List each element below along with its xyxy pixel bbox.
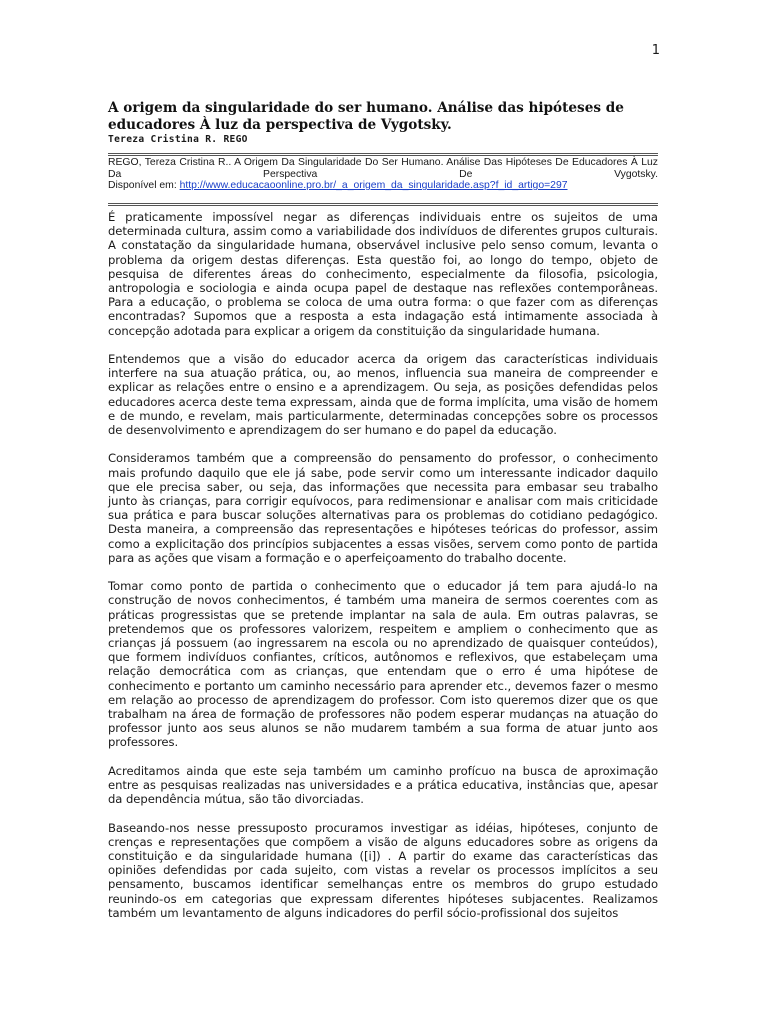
citation-link[interactable]: http://www.educacaoonline.pro.br/_a_origem_da_singularidade.asp?f_id_artigo=297 bbox=[179, 180, 568, 192]
citation-reference: REGO, Tereza Cristina R.. A Origem Da Singularidade Do Ser Humano. Análise Das Hipóteses De Educadores À Luz Da Perspectiva De Vygotsky. bbox=[108, 157, 658, 180]
paragraph: Tomar como ponto de partida o conhecimento que o educador já tem para ajudá-lo na construção de novos conhecimentos, é também uma maneira de sermos coerentes com as práticas progressistas que se pretende implantar na sala de aula. Em outras palavras, se pretendemos que os professores valorizem, respeitem e ampliem o conhecimento que as crianças já possuem (ao ingressarem na escola ou no aprendizado de quaisquer conteúdos), que formem indivíduos confiantes, críticos, autônomos e reflexivos, que estabeleçam uma relação democrática com as crianças, que entendam que o erro é uma hipótese de conhecimento e portanto um caminho necessário para aprender etc., devemos fazer o mesmo em relação ao processo de aprendizagem do professor. Com isto queremos dizer que os que trabalham na área de formação de professores não podem esperar mudanças na atuação do professor junto aos seus alunos se não mudarem também a sua forma de atuar junto aos professores. bbox=[108, 579, 658, 750]
paragraph: Baseando-nos nesse pressuposto procuramos investigar as idéias, hipóteses, conjunto de crenças e representações que compõem a visão de alguns educadores sobre as origens da constituição e da singularidade humana ([i]) . A partir do exame das características das opiniões defendidas por cada sujeito, com vistas a revelar os processos implícitos a seu pensamento, buscamos identificar semelhanças entre os membros do grupo estudado reunindo-os em categorias que expressam diferentes hipóteses subjacentes. Realizamos também um levantamento de alguns indicadores do perfil sócio-profissional dos sujeitos bbox=[108, 820, 658, 920]
paragraph: Entendemos que a visão do educador acerca da origem das características individuais interfere na sua atuação prática, ou, ao menos, influencia sua maneira de compreender e explicar as relações entre o ensino e a aprendizagem. Ou seja, as posições defendidas pelos educadores acerca deste tema expressam, ainda que de forma implícita, uma visão de homem e de mundo, e revelam, mais particularmente, determinadas concepções sobre os processos de desenvolvimento e aprendizagem do ser humano e do papel da educação. bbox=[108, 352, 658, 438]
top-divider bbox=[108, 153, 658, 154]
top-divider-secondary bbox=[108, 155, 658, 156]
paragraph: Acreditamos ainda que este seja também um caminho profícuo na busca de aproximação entre as pesquisas realizadas nas universidades e a prática educativa, instâncias que, apesar da dependência mútua, são tão divorciadas. bbox=[108, 763, 658, 807]
bottom-divider bbox=[108, 203, 658, 204]
bottom-divider-secondary bbox=[108, 205, 658, 206]
paragraph: Consideramos também que a compreensão do pensamento do professor, o conhecimento mais profundo daquilo que ele já sabe, pode servir como um interessante indicador daquilo que ele precisa saber, ou seja, das informações que necessita para embasar seu trabalho junto às crianças, para corrigir equívocos, para redimensionar e analisar com mais criticidade sua prática e para buscar soluções alternativas para os problemas do cotidiano pedagógico. Desta maneira, a compreensão das representações e hipóteses teóricas do professor, assim como a explicitação dos princípios subjacentes a essas visões, servem como ponto de partida para as ações que visam a formação e o aperfeiçoamento do trabalho docente. bbox=[108, 451, 658, 565]
citation-block bbox=[108, 157, 658, 192]
author-name: Tereza Cristina R. REGO bbox=[108, 134, 248, 145]
document-body bbox=[108, 210, 658, 934]
paragraph: É praticamente impossível negar as diferenças individuais entre os sujeitos de uma determinada cultura, assim como a variabilidade dos indivíduos de diferentes grupos culturais. A constatação da singularidade humana, observável inclusive pelo senso comum, levanta o problema da origem destas diferenças. Esta questão foi, ao longo do tempo, objeto de pesquisa de diferentes áreas do conhecimento, especialmente da filosofia, psicologia, antropologia e sociologia e ainda ocupa papel de destaque nas reflexões contemporâneas. Para a educação, o problema se coloca de uma outra forma: o que fazer com as diferenças encontradas? Supomos que a resposta a esta indagação está intimamente associada à concepção adotada para explicar a origem da constituição da singularidade humana. bbox=[108, 210, 658, 338]
page-number: 1 bbox=[651, 43, 660, 58]
document-title: A origem da singularidade do ser humano. Análise das hipóteses de educadores À luz da perspectiva de Vygotsky. bbox=[108, 100, 624, 133]
citation-available-label: Disponível em: bbox=[108, 180, 180, 192]
